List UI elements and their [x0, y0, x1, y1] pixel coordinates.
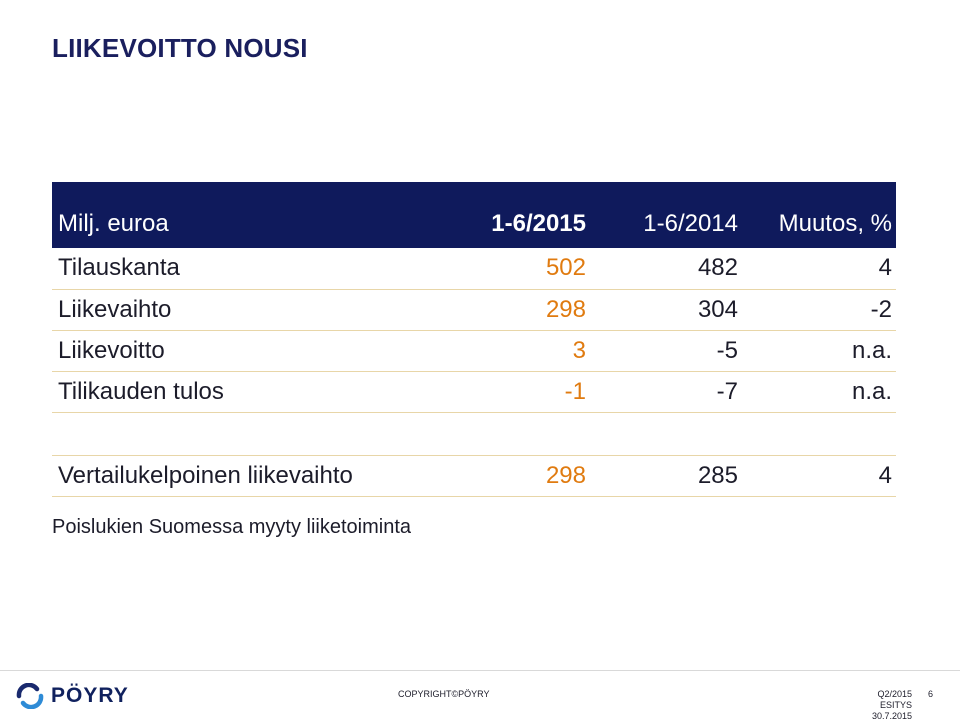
value-change: 4: [742, 248, 896, 289]
table-row-comparable: [52, 455, 896, 496]
value-change: 4: [742, 455, 896, 496]
value-current: 3: [450, 330, 590, 371]
value-current: 502: [450, 248, 590, 289]
footer-divider: [0, 670, 960, 671]
page-number: 6: [928, 689, 934, 699]
table-row: [52, 248, 896, 289]
row-label: Liikevoitto: [52, 330, 450, 371]
table-row: [52, 289, 896, 330]
value-change: n.a.: [742, 371, 896, 412]
table-row: [52, 330, 896, 371]
row-label: Tilikauden tulos: [52, 371, 450, 412]
header-current-period: 1-6/2015: [491, 210, 586, 237]
row-label: Liikevaihto: [52, 289, 450, 330]
value-current: 298: [450, 455, 590, 496]
value-change: -2: [742, 289, 896, 330]
table-header-row: [52, 182, 896, 248]
slide-title: LIIKEVOITTO NOUSI: [52, 33, 308, 63]
company-logo: [15, 683, 129, 709]
value-previous: 285: [590, 455, 742, 496]
value-previous: 482: [590, 248, 742, 289]
header-unit: Milj. euroa: [58, 210, 169, 237]
header-change: Muutos, %: [778, 210, 892, 237]
row-label: Tilauskanta: [52, 248, 450, 289]
copyright-text: COPYRIGHT©PÖYRY: [398, 689, 490, 699]
poyry-logo-icon: [15, 683, 45, 709]
value-previous: -7: [590, 371, 742, 412]
presentation-date: 30.7.2015: [871, 711, 912, 721]
value-change: n.a.: [742, 330, 896, 371]
table-row: [52, 371, 896, 412]
value-current: -1: [450, 371, 590, 412]
header-previous-period: 1-6/2014: [643, 210, 738, 237]
presentation-name: Q2/2015 ESITYS: [877, 689, 912, 710]
financial-table: [52, 182, 896, 497]
logo-wordmark: PÖYRY: [51, 684, 129, 707]
value-previous: 304: [590, 289, 742, 330]
row-label: Vertailukelpoinen liikevaihto: [52, 455, 450, 496]
value-previous: -5: [590, 330, 742, 371]
value-current: 298: [450, 289, 590, 330]
presentation-info: [846, 689, 912, 722]
spacer-row: [52, 412, 896, 455]
footnote: Poislukien Suomessa myyty liiketoiminta: [52, 516, 412, 538]
